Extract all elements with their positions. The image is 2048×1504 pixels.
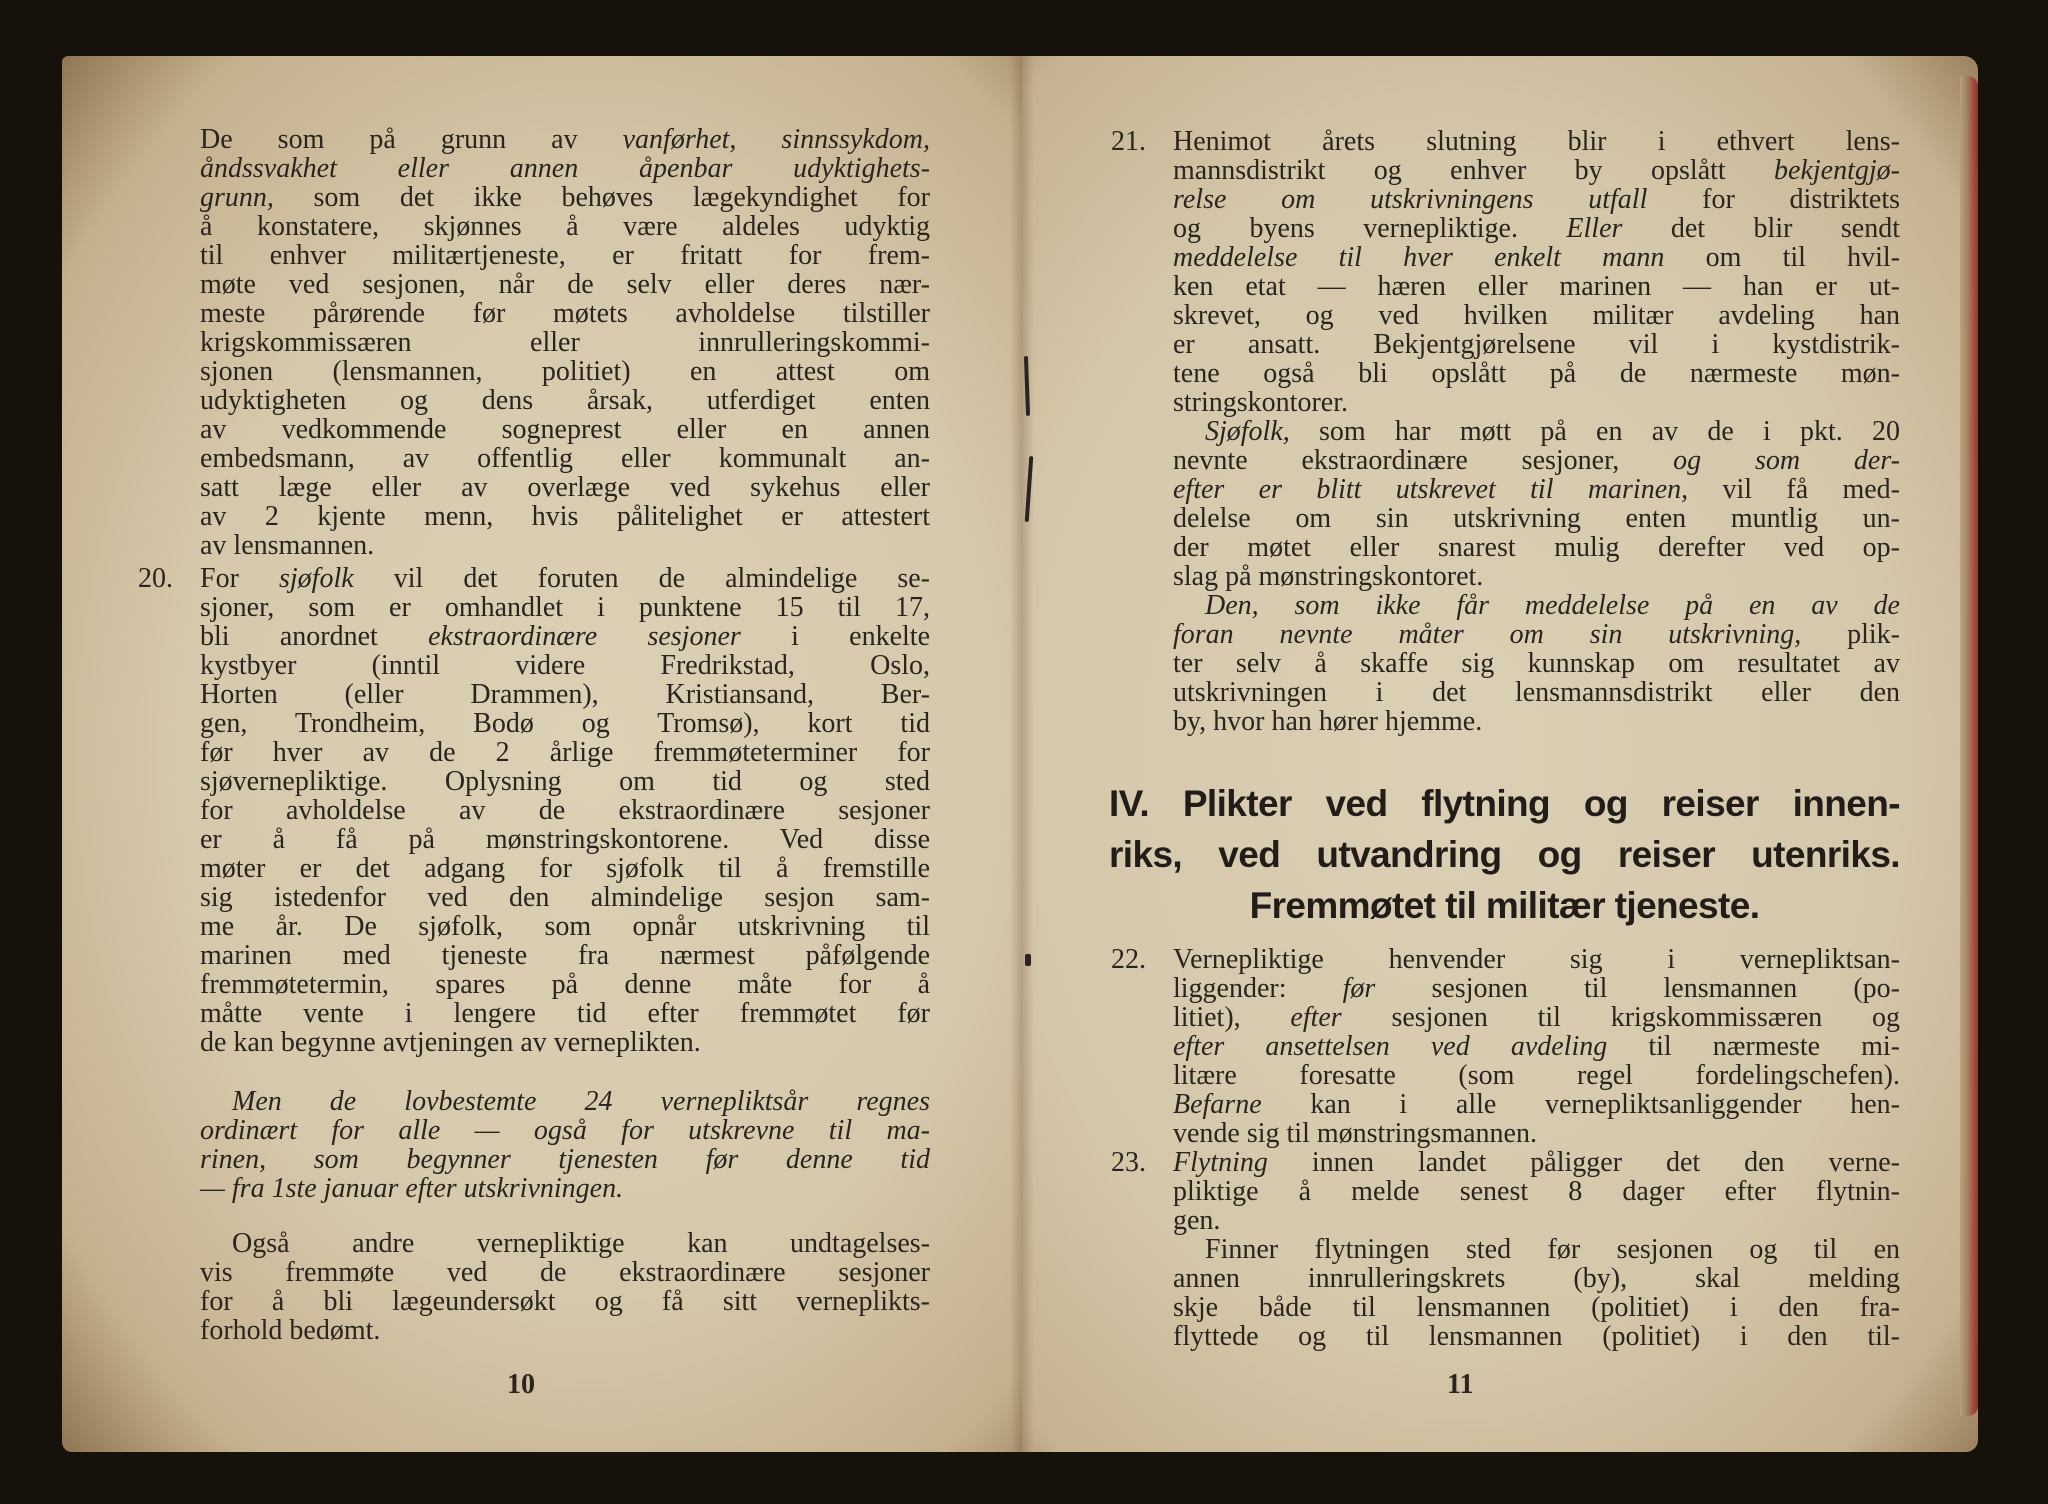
text: litiet), xyxy=(1173,1002,1291,1033)
text: liggender: xyxy=(1173,973,1343,1004)
text: embedsmann, av offentlig eller kommunalt an- xyxy=(200,443,930,474)
text-line xyxy=(200,622,930,651)
heading-line xyxy=(1109,829,1900,880)
page-left xyxy=(62,56,1022,1452)
italic-text: efter ansettelsen ved avdeling xyxy=(1173,1031,1608,1062)
text-line xyxy=(200,502,930,531)
text: delelse om sin utskrivning enten muntlig un- xyxy=(1173,503,1900,534)
italic-text: — fra 1ste januar efter utskrivningen. xyxy=(200,1173,624,1204)
text-line xyxy=(200,796,930,825)
text-line xyxy=(200,999,930,1028)
text: av lensmannen. xyxy=(200,530,375,561)
italic-text: grunn, xyxy=(200,182,274,213)
italic-text: åndssvakhet eller annen åpenbar udyktighets- xyxy=(200,153,930,184)
text: De som på grunn av xyxy=(200,124,623,155)
text: plik- xyxy=(1801,619,1900,650)
text: Finner flytningen sted før sesjonen og til en xyxy=(1205,1234,1900,1265)
text-line xyxy=(1173,127,1900,156)
text-line xyxy=(200,444,930,473)
text: innen landet påligger det den verne- xyxy=(1267,1147,1900,1178)
paragraph-number: 20. xyxy=(138,563,173,594)
italic-text: Eller xyxy=(1566,213,1623,244)
text: av vedkommende sogneprest eller en annen xyxy=(200,414,930,445)
text-line xyxy=(200,970,930,999)
text: for avholdelse av de ekstraordinære sesjoner xyxy=(200,795,930,826)
text-line xyxy=(1173,1264,1900,1293)
heading-line xyxy=(1109,778,1900,829)
text: måtte vente i lengere tid efter fremmøtet før xyxy=(200,998,930,1029)
text: sesjonen til lensmannen (po- xyxy=(1375,973,1900,1004)
text-line xyxy=(200,825,930,854)
text-line xyxy=(200,473,930,502)
text-line xyxy=(200,854,930,883)
open-booklet xyxy=(62,56,1978,1452)
text-line xyxy=(200,941,930,970)
text: til enhver militærtjeneste, er fritatt for frem- xyxy=(200,240,930,271)
text-line xyxy=(200,564,930,593)
text-line xyxy=(200,1229,930,1258)
text: vende sig til mønstringsmannen. xyxy=(1173,1118,1537,1149)
text-line xyxy=(1173,388,1900,417)
text-line xyxy=(200,125,930,154)
italic-text: vanførhet, sinnssykdom, xyxy=(622,124,930,155)
text: by, hvor han hører hjemme. xyxy=(1173,706,1483,737)
italic-text: relse om utskrivningens utfall xyxy=(1173,184,1648,215)
text-line xyxy=(1173,1293,1900,1322)
text: skje både til lensmannen (politiet) i den fra- xyxy=(1173,1292,1900,1323)
text-line xyxy=(1173,1322,1900,1351)
text: skrevet, og ved hvilken militær avdeling han xyxy=(1173,300,1900,331)
text: marinen med tjeneste fra nærmest påfølgende xyxy=(200,940,930,971)
page-right-text xyxy=(1109,126,1901,1352)
text: utskrivningen i det lensmannsdistrikt eller den xyxy=(1173,677,1900,708)
text-line xyxy=(1173,620,1900,649)
italic-text: Sjøfolk, xyxy=(1205,416,1290,447)
text-line xyxy=(1173,1061,1900,1090)
italic-text: foran nevnte måter om sin utskrivning, xyxy=(1173,619,1802,650)
text: udyktigheten og dens årsak, utferdiget enten xyxy=(200,385,930,416)
text-line xyxy=(200,767,930,796)
heading-line xyxy=(1109,880,1900,931)
text-line xyxy=(1173,974,1900,1003)
text: som har møtt på en av de i pkt. 20 xyxy=(1289,416,1900,447)
text-line xyxy=(200,1258,930,1287)
text: i enkelte xyxy=(740,621,930,652)
text-line xyxy=(200,270,930,299)
text: nevnte ekstraordinære sesjoner, xyxy=(1173,445,1674,476)
text-line xyxy=(1173,475,1900,504)
paragraph xyxy=(1111,944,1900,1149)
text: annen innrulleringskrets (by), skal melding xyxy=(1173,1263,1900,1294)
text-line xyxy=(1173,1090,1900,1119)
text-line xyxy=(1173,707,1900,736)
text-line xyxy=(200,883,930,912)
text: kan i alle vernepliktsanliggender hen- xyxy=(1261,1089,1900,1120)
text: litære foresatte (som regel fordelingschefen). xyxy=(1173,1060,1900,1091)
text-line xyxy=(200,709,930,738)
text-line xyxy=(1173,1003,1900,1032)
italic-text: meddelelse til hver enkelt mann xyxy=(1173,242,1665,273)
text-line xyxy=(1173,359,1900,388)
pencil-mark xyxy=(1025,954,1031,966)
italic-text: før xyxy=(1342,973,1376,1004)
text-line xyxy=(200,386,930,415)
text-line xyxy=(1173,591,1900,620)
section-heading xyxy=(1109,778,1900,931)
text: For xyxy=(200,563,279,594)
text: det blir sendt xyxy=(1622,213,1900,244)
text: IV. Plikter ved flytning og reiser innen- xyxy=(1109,783,1900,824)
text: Også andre vernepliktige kan undtagelses- xyxy=(232,1228,930,1259)
italic-text: Flytning xyxy=(1173,1147,1268,1178)
paragraph xyxy=(1173,1235,1900,1351)
text: vil få med- xyxy=(1688,474,1901,505)
text-line xyxy=(1173,678,1900,707)
italic-note xyxy=(200,1087,930,1203)
text: sjoner, som er omhandlet i punktene 15 til 17, xyxy=(200,592,930,623)
text-line xyxy=(1173,272,1900,301)
paragraph-number: 23. xyxy=(1111,1147,1146,1178)
text: gen. xyxy=(1173,1205,1221,1236)
text-line xyxy=(200,1116,930,1145)
paragraph xyxy=(200,1229,930,1345)
text-line xyxy=(1173,417,1900,446)
italic-text: Men de lovbestemte 24 vernepliktsår regnes xyxy=(232,1086,930,1117)
text: slag på mønstringskontoret. xyxy=(1173,561,1484,592)
text-line xyxy=(1173,1235,1900,1264)
text: om til hvil- xyxy=(1664,242,1900,273)
paragraph xyxy=(1111,126,1900,418)
text: stringskontorer. xyxy=(1173,387,1348,418)
text-line xyxy=(200,1316,930,1345)
text-line xyxy=(200,154,930,183)
text-line xyxy=(200,183,930,212)
text: Henimot årets slutning blir i ethvert lens- xyxy=(1173,126,1900,157)
red-spine-edge xyxy=(1960,76,1978,1416)
text: sjonen (lensmannen, politiet) en attest om xyxy=(200,356,930,387)
text: flyttede og til lensmannen (politiet) i den til- xyxy=(1173,1321,1900,1352)
text: sig istedenfor ved den almindelige sesjon sam- xyxy=(200,882,930,913)
text-line xyxy=(1173,533,1900,562)
text: før hver av de 2 årlige fremmøteterminer for xyxy=(200,737,930,768)
text-line xyxy=(1173,214,1900,243)
italic-text: og som der- xyxy=(1673,445,1900,476)
page-left-text xyxy=(138,124,930,1346)
text-line xyxy=(1173,156,1900,185)
italic-text: sjøfolk xyxy=(278,563,354,594)
text-line xyxy=(200,593,930,622)
paragraph xyxy=(138,563,930,1058)
paragraph xyxy=(1111,1147,1900,1236)
paragraph xyxy=(1173,591,1900,736)
text-line xyxy=(200,1287,930,1316)
italic-text: Befarne xyxy=(1173,1089,1262,1120)
text: bli anordnet xyxy=(200,621,429,652)
text: møter er det adgang for sjøfolk til å fremstille xyxy=(200,853,930,884)
paragraph xyxy=(1173,417,1900,591)
text-line xyxy=(200,415,930,444)
text: ter selv å skaffe sig kunnskap om resultatet av xyxy=(1173,648,1900,679)
text-line xyxy=(200,1028,930,1057)
text: møte ved sesjonen, når de selv eller deres nær- xyxy=(200,269,930,300)
book-gutter xyxy=(1010,56,1034,1452)
text: Horten (eller Drammen), Kristiansand, Ber- xyxy=(200,679,930,710)
paragraph xyxy=(200,125,930,560)
text-line xyxy=(1173,446,1900,475)
text: Fremmøtet til militær tjeneste. xyxy=(1249,885,1760,926)
text-line xyxy=(1173,301,1900,330)
text-line xyxy=(1173,1148,1900,1177)
text: mannsdistrikt og enhver by opslått xyxy=(1173,155,1775,186)
text: er ansatt. Bekjentgjørelsene vil i kystdistrik- xyxy=(1173,329,1900,360)
text: for å bli lægeundersøkt og få sitt verneplikts- xyxy=(200,1286,930,1317)
text-line xyxy=(200,1145,930,1174)
text: riks, ved utvandring og reiser utenriks. xyxy=(1109,834,1900,875)
page-number-right: 11 xyxy=(1447,1369,1474,1400)
text-line xyxy=(200,651,930,680)
page-right xyxy=(1022,56,1978,1452)
text-line xyxy=(200,241,930,270)
text-line xyxy=(1173,945,1900,974)
text-line xyxy=(1173,649,1900,678)
italic-text: efter er blitt utskrevet til marinen, xyxy=(1173,474,1689,505)
paragraph-number: 22. xyxy=(1111,944,1146,975)
italic-text: ekstraordinære sesjoner xyxy=(428,621,741,652)
text: kystbyer (inntil videre Fredrikstad, Oslo, xyxy=(200,650,930,681)
text: vil det foruten de almindelige se- xyxy=(353,563,930,594)
text: me år. De sjøfolk, som opnår utskrivning til xyxy=(200,911,930,942)
text: vis fremmøte ved de ekstraordinære sesjoner xyxy=(200,1257,930,1288)
page-number-left: 10 xyxy=(507,1369,535,1400)
italic-text: efter xyxy=(1290,1002,1342,1033)
text: ken etat — hæren eller marinen — han er ut- xyxy=(1173,271,1900,302)
text: til nærmeste mi- xyxy=(1607,1031,1900,1062)
text: der møtet eller snarest mulig derefter ved op- xyxy=(1173,532,1900,563)
italic-text: bekjentgjø- xyxy=(1774,155,1900,186)
text-line xyxy=(200,1174,930,1203)
paragraph-number: 21. xyxy=(1111,126,1146,157)
text: krigskommissæren eller innrulleringskommi- xyxy=(200,327,930,358)
text: tene også bli opslått på de nærmeste møn- xyxy=(1173,358,1900,389)
italic-text: Den, som ikke får meddelelse på en av de xyxy=(1205,590,1900,621)
text: satt læge eller av overlæge ved sykehus eller xyxy=(200,472,930,503)
text: gen, Trondheim, Bodø og Tromsø), kort tid xyxy=(200,708,930,739)
text: fremmøtetermin, spares på denne måte for å xyxy=(200,969,930,1000)
text: sesjonen til krigskommissæren og xyxy=(1341,1002,1900,1033)
text-line xyxy=(200,357,930,386)
text-line xyxy=(200,299,930,328)
text-line xyxy=(1173,1206,1900,1235)
text-line xyxy=(1173,504,1900,533)
text: meste pårørende før møtets avholdelse tilstiller xyxy=(200,298,930,329)
text: de kan begynne avtjeningen av verneplikten. xyxy=(200,1027,701,1058)
italic-text: rinen, som begynner tjenesten før denne tid xyxy=(200,1144,930,1175)
text-line xyxy=(200,1087,930,1116)
text: av 2 kjente menn, hvis pålitelighet er attestert xyxy=(200,501,930,532)
text: Vernepliktige henvender sig i vernepliktsan- xyxy=(1173,944,1900,975)
text: som det ikke behøves lægekyndighet for xyxy=(273,182,930,213)
text-line xyxy=(1173,562,1900,591)
text-line xyxy=(1173,185,1900,214)
text: og byens vernepliktige. xyxy=(1173,213,1567,244)
text: er å få på mønstringskontorene. Ved disse xyxy=(200,824,930,855)
text-line xyxy=(1173,1177,1900,1206)
text-line xyxy=(200,680,930,709)
text-line xyxy=(1173,243,1900,272)
text-line xyxy=(200,212,930,241)
text-line xyxy=(1173,330,1900,359)
text-line xyxy=(1173,1119,1900,1148)
text: pliktige å melde senest 8 dager efter flytnin- xyxy=(1173,1176,1900,1207)
text-line xyxy=(200,531,930,560)
text: for distriktets xyxy=(1647,184,1900,215)
text-line xyxy=(200,912,930,941)
text-line xyxy=(200,328,930,357)
text: forhold bedømt. xyxy=(200,1315,381,1346)
text-line xyxy=(1173,1032,1900,1061)
text: sjøvernepliktige. Oplysning om tid og sted xyxy=(200,766,930,797)
text: å konstatere, skjønnes å være aldeles udyktig xyxy=(200,211,930,242)
italic-text: ordinært for alle — også for utskrevne til ma- xyxy=(200,1115,930,1146)
text-line xyxy=(200,738,930,767)
